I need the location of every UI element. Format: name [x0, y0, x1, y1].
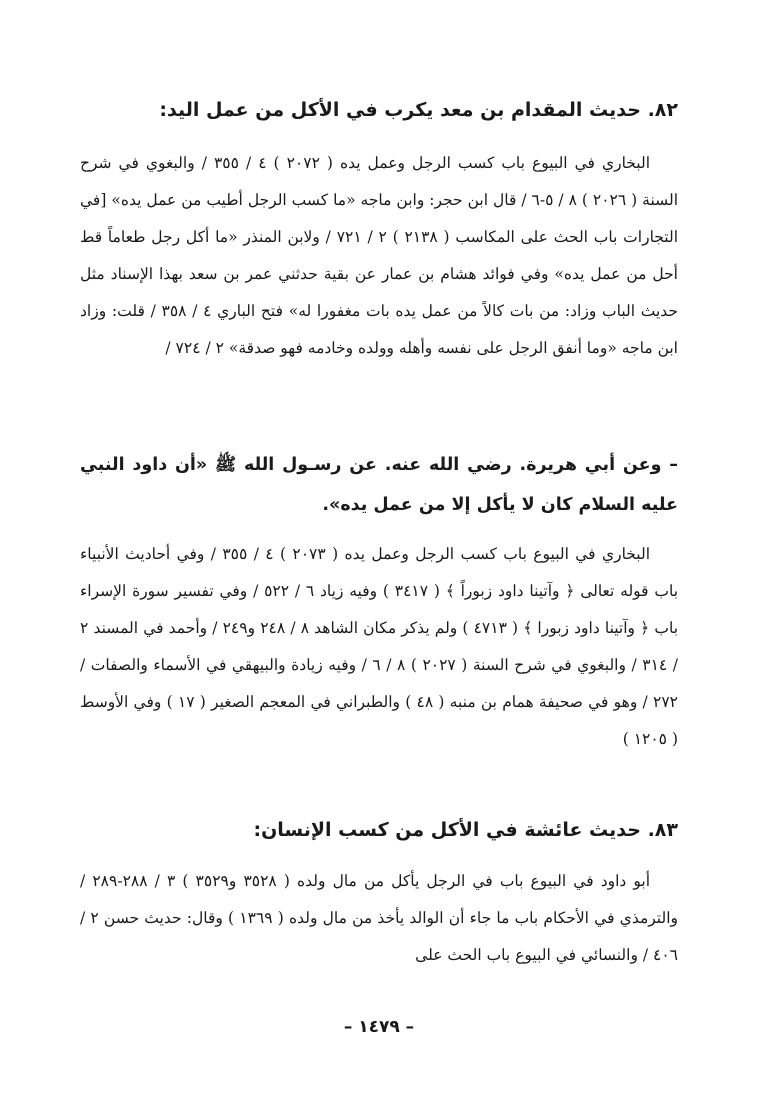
section-82-hadith-citation-text: البخاري في البيوع باب كسب الرجل وعمل يده ( ٢٠٧٣ ) ٤ / ٣٥٥ / وفي أحاديث الأنبياء باب قوله تعالى ﴿ وآتينا داود زبوراً ﴾ ( ٣٤١٧ ) وفيه زياد ٦ / ٥٢٢ / وفي تفسير سورة الإسراء باب ﴿ وآتينا داود زبورا ﴾ ( ٤٧١٣ ) ولم يذكر مكان الشاهد ٨ / ٢٤٨ و٢٤٩ / وأحمد في المسند ٢ / ٣١٤ / والبغوي في شرح السنة ( ٢٠٢٧ ) ٨ / ٦ / وفيه زيادة والبيهقي في الأسماء والصفات / ٢٧٢ / وهو في صحيفة همام بن منبه ( ٤٨ ) والطبراني في المعجم الصغير ( ١٧ ) وفي الأوسط ( ١٢٠٥ ) — [80, 545, 679, 748]
section-82-hadith-citation-paragraph — [80, 536, 678, 758]
section-83-citation-text: أبو داود في البيوع باب في الرجل يأكل من مال ولده ( ٣٥٢٨ و٣٥٢٩ ) ٣ / ٢٨٨-٢٨٩ / والترمذي في الأحكام باب ما جاء أن الوالد يأخذ من مال ولده ( ١٣٦٩ ) وقال: حديث حسن ٢ / ٤٠٦ / والنسائي في البيوع باب الحث على — [80, 872, 678, 964]
section-83-heading: ٨٣. حديث عائشة في الأكل من كسب الإنسان: — [253, 819, 678, 841]
section-82-citation-paragraph — [80, 145, 678, 367]
page-number: – ١٤٧٩ – — [343, 1017, 415, 1037]
section-82-citation-text: البخاري في البيوع باب كسب الرجل وعمل يده ( ٢٠٧٢ ) ٤ / ٣٥٥ / والبغوي في شرح السنة ( ٢٠٢٦ ) ٨ / ٥-٦ / قال ابن حجر: وابن ماجه «ما كسب الرجل أطيب من عمل يده» [في التجارات باب الحث على المكاسب ( ٢١٣٨ ) ٢ / ٧٢١ / ولابن المنذر «ما أكل رجل طعاماً قط أحل من عمل يده» وفي فوائد هشام بن عمار عن بقية حدثني عمر بن سعد بهذا الإسناد مثل حديث الباب وزاد: من بات كالاً من عمل يده بات مغفورا له» فتح الباري ٤ / ٣٥٨ / قلت: وزاد ابن ماجه «وما أنفق الرجل على نفسه وأهله وولده وخادمه فهو صدقة» ٢ / ٧٢٤ / — [80, 154, 679, 357]
hadith-abu-hurayra: – وعن أبي هريرة. رضي الله عنه. عن رسـول الله ﷺ «أن داود النبي عليه السلام كان لا يأكل إلا من عمل يده». — [80, 455, 678, 515]
section-83-citation-paragraph — [80, 863, 678, 974]
section-82-heading: ٨٢. حديث المقدام بن معد يكرب في الأكل من عمل اليد: — [159, 99, 678, 121]
